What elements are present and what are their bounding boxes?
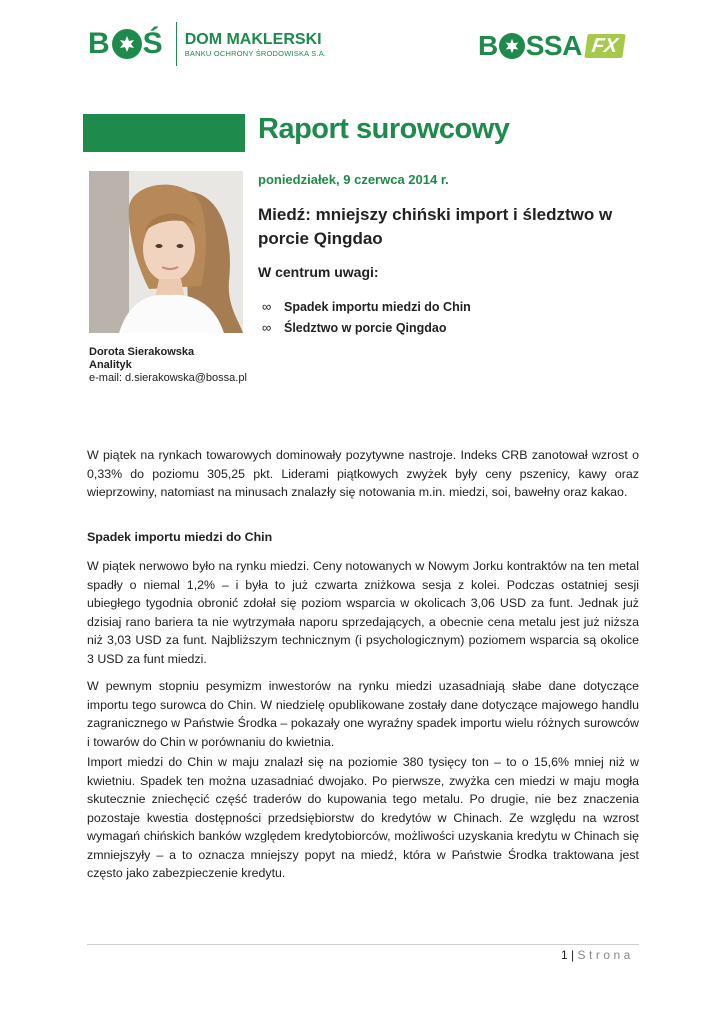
- bos-logo-line2: BANKU OCHRONY ŚRODOWISKA S.A.: [184, 48, 327, 58]
- bossa-logo-left: B: [478, 30, 498, 61]
- leaf-icon: [112, 29, 142, 59]
- bos-logo-letter-b: B: [88, 27, 111, 60]
- page-footer: [561, 948, 634, 962]
- title-accent-bar: [83, 114, 245, 152]
- author-role: Analityk: [89, 359, 132, 371]
- paragraph: W pewnym stopniu pesymizm inwestorów na rynku miedzi uzasadniają słabe dane dotyczące importu tego surowca do Chin. W niedzielę opublikowane zostały dane dotyczące majowego handlu zagranicznego w Państwie Środka – pokazały one wyraźny spadek importu wielu różnych surowców i towarów do Chin w porównaniu do kwietnia.: [87, 679, 639, 749]
- bossa-fx-logo: [478, 31, 623, 61]
- footer-divider: [87, 944, 639, 945]
- report-title: Raport surowcowy: [258, 113, 510, 145]
- page-label: Strona: [577, 948, 634, 962]
- focus-label: W centrum uwagi:: [258, 264, 379, 280]
- paragraph: W piątek nerwowo było na rynku miedzi. Ceny notowanych w Nowym Jorku kontraktów na ten metal spadły o niemal 1,2% – i była to już czwarta zniżkowa sesja z kolei. Podczas ostatniej sesji ubiegłego tygodnia obronić zdołał się poziom wsparcia w okolicach 3,06 USD za funt. Jednak już dzisiaj rano bariera ta nie wytrzymała naporu sprzedających, a obecnie cena metalu jest już niższa niż 3,03 USD za funt. Najbliższym technicznym (i psychologicznym) poziomem wsparcia są okolice 3 USD za funt miedzi.: [87, 559, 639, 666]
- focus-list: [262, 296, 471, 338]
- footer-separator: |: [571, 948, 575, 962]
- paragraph: Import miedzi do Chin w maju znalazł się na poziomie 380 tysięcy ton – to o 15,6% mniej niż w kwietniu. Spadek ten można uzasadniać dwojako. Po pierwsze, zwyżka cen miedzi w maju mogła skutecznie zniechęcić część traderów do kupowania tego metalu. Po drugie, nie bez znaczenia pozostaje kwestia dostępności przedsiębiorstw do kredytów w Chinach. Ze względu na wzrost wymagań chińskich banków względem kredytobiorców, możliwości uzyskania kredytu w Chinach się zmniejszyły – a to oznacza mniejszy popyt na miedź, która w Państwie Środka traktowana jest często jako zabezpieczenie kredytu.: [87, 755, 639, 880]
- paragraph-intro: W piątek na rynkach towarowych dominowały pozytywne nastroje. Indeks CRB zanotował wzrost o 0,33% do poziomu 305,25 pkt. Liderami piątkowych zwyżek były ceny pszenicy, kawy oraz wieprzowiny, natomiast na minusach znalazły się notowania m.in. miedzi, soi, bawełny oraz kakao.: [87, 448, 639, 499]
- fx-badge: FX: [584, 34, 625, 58]
- bullet-icon: ∞: [262, 320, 272, 335]
- report-date: poniedziałek, 9 czerwca 2014 r.: [258, 172, 449, 187]
- page-number: 1: [561, 948, 568, 962]
- headline: Miedź: mniejszy chiński import i śledztwo w porcie Qingdao: [258, 205, 613, 248]
- author-name: Dorota Sierakowska: [89, 346, 195, 358]
- bullet-icon: ∞: [262, 299, 272, 314]
- leaf-icon: [499, 33, 525, 59]
- section-title: Spadek importu miedzi do Chin: [87, 530, 273, 544]
- focus-item-text: Śledztwo w porcie Qingdao: [284, 320, 447, 335]
- bossa-logo-right: SSA: [525, 30, 582, 61]
- author-email[interactable]: e-mail: d.sierakowska@bossa.pl: [89, 372, 247, 384]
- author-block: [89, 346, 247, 385]
- bos-logo-line1: DOM MAKLERSKI: [184, 30, 322, 48]
- list-item: [262, 317, 471, 338]
- list-item: [262, 296, 471, 317]
- bos-logo: [88, 22, 326, 66]
- analyst-photo: [89, 171, 243, 333]
- focus-item-text: Spadek importu miedzi do Chin: [284, 299, 471, 314]
- bos-logo-letter-s: Ś: [142, 27, 164, 60]
- logo-divider: [176, 22, 177, 66]
